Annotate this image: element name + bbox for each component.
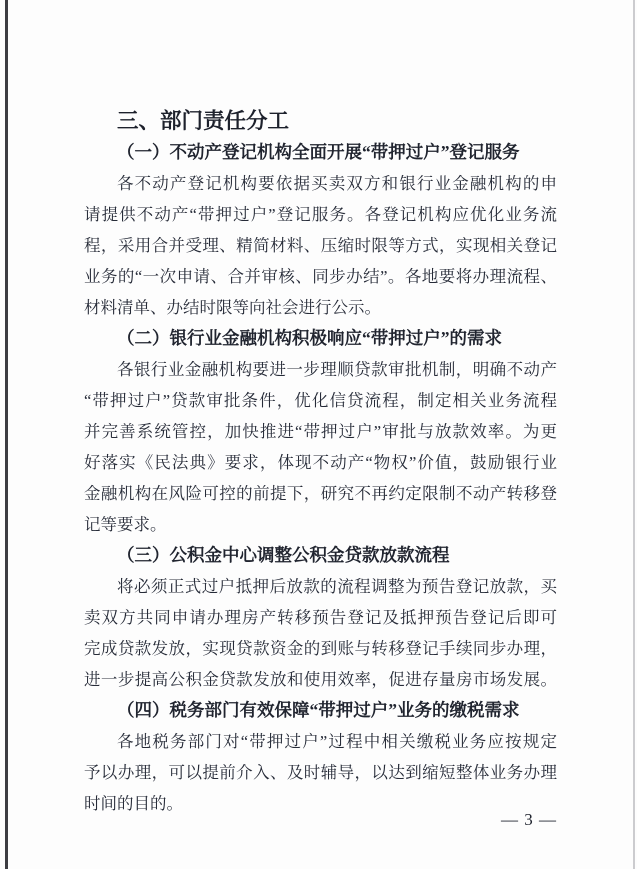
body-line: 各地税务部门对“带押过户”过程中相关缴税业务应按规定 <box>117 732 557 751</box>
body-line: 程，采用合并受理、精简材料、压缩时限等方式，实现相关登记 <box>84 236 557 255</box>
body-line: 业务的“一次申请、合并审核、同步办结”。各地要将办理流程、 <box>84 267 557 286</box>
body-line: 时间的目的。 <box>84 794 183 813</box>
body-line: 卖双方共同申请办理房产转移预告登记及抵押预告登记后即可 <box>84 608 557 627</box>
body-line: 各不动产登记机构要依据买卖双方和银行业金融机构的申 <box>117 174 557 193</box>
body-line: 将必须正式过户抵押后放款的流程调整为预告登记放款，买 <box>117 577 557 596</box>
body-line: 金融机构在风险可控的前提下，研究不再约定限制不动产转移登 <box>84 484 557 503</box>
body-line: 完成贷款发放，实现贷款资金的到账与转移登记手续同步办理， <box>84 639 557 658</box>
section-heading: 三、部门责任分工 <box>117 109 290 133</box>
subsection-heading-1: （一）不动产登记机构全面开展“带押过户”登记服务 <box>117 142 520 162</box>
body-line: 请提供不动产“带押过户”登记服务。各登记机构应优化业务流 <box>84 205 557 224</box>
body-line: “带押过户”贷款审批条件，优化信贷流程，制定相关业务流程 <box>84 391 557 410</box>
subsection-heading-4: （四）税务部门有效保障“带押过户”业务的缴税需求 <box>117 700 520 720</box>
document-content <box>84 106 557 819</box>
page-number: — 3 — <box>501 810 557 829</box>
body-line: 予以办理，可以提前介入、及时辅导，以达到缩短整体业务办理 <box>84 763 557 782</box>
left-scan-edge <box>5 0 8 869</box>
body-line: 材料清单、办结时限等向社会进行公示。 <box>84 298 381 317</box>
body-line: 各银行业金融机构要进一步理顺贷款审批机制，明确不动产 <box>117 360 557 379</box>
body-line: 记等要求。 <box>84 515 167 534</box>
body-line: 并完善系统管控，加快推进“带押过户”审批与放款效率。为更 <box>84 422 557 441</box>
right-scan-edge <box>633 0 635 869</box>
subsection-heading-3: （三）公积金中心调整公积金贷款放款流程 <box>117 545 450 565</box>
body-line: 好落实《民法典》要求，体现不动产“物权”价值，鼓励银行业 <box>84 453 557 472</box>
body-line: 进一步提高公积金贷款发放和使用效率，促进存量房市场发展。 <box>84 670 557 689</box>
subsection-heading-2: （二）银行业金融机构积极响应“带押过户”的需求 <box>117 328 502 348</box>
